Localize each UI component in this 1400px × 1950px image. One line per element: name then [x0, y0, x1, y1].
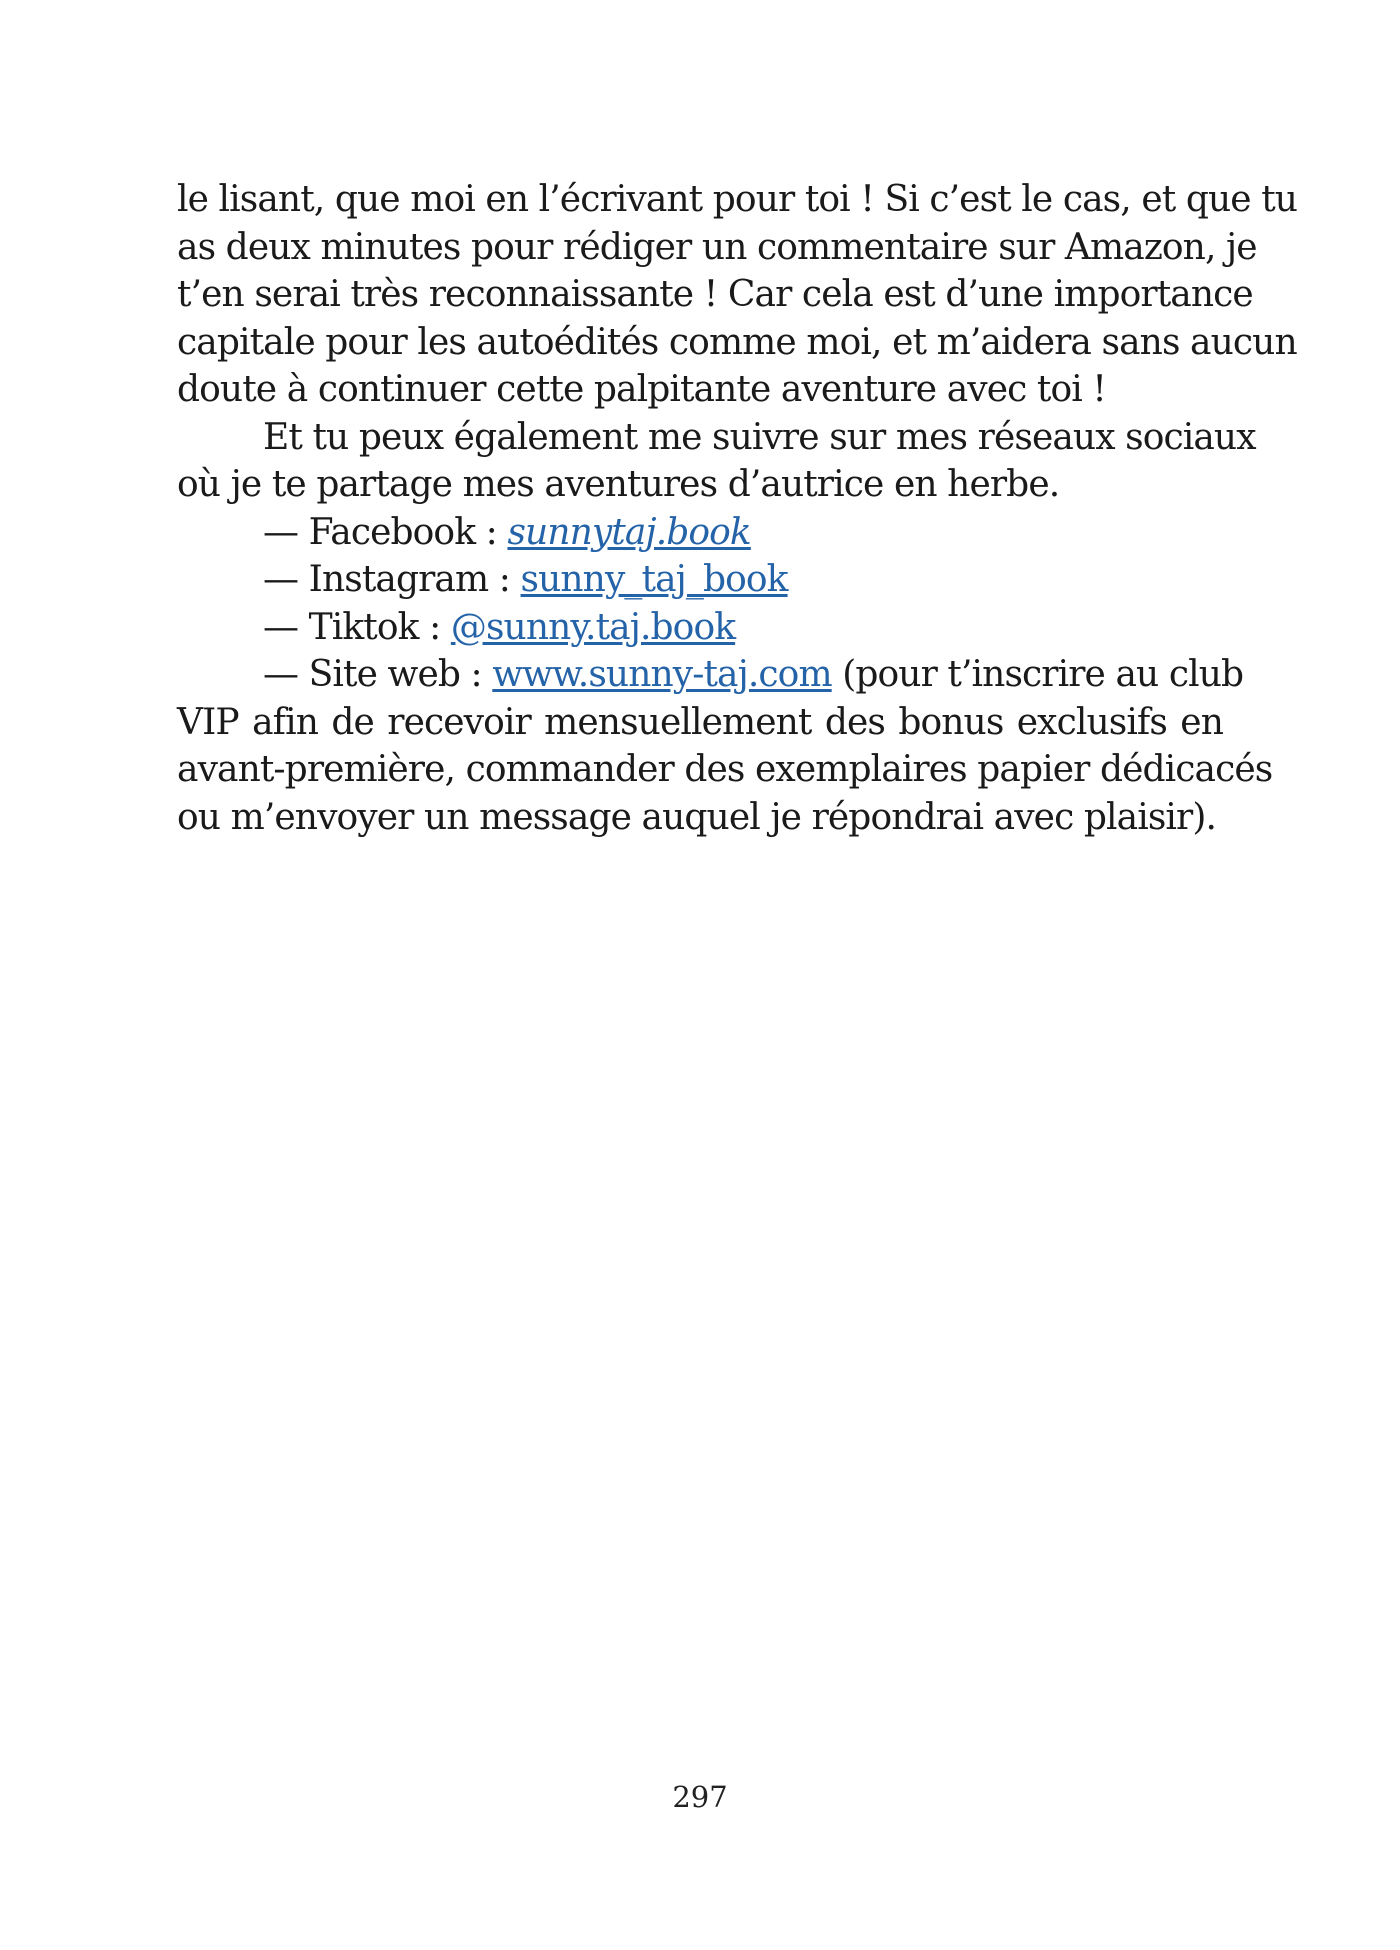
website-item — [177, 651, 1273, 841]
tiktok-item — [177, 604, 1223, 652]
facebook-link[interactable]: sunnytaj.book — [507, 511, 751, 553]
paragraph-review-request — [177, 176, 1298, 414]
text-line: VIP afin de recevoir mensuellement des bonus exclusifs en — [177, 701, 1223, 743]
facebook-label: — Facebook : — [263, 511, 508, 553]
website-suffix: (pour t’inscrire au club — [831, 654, 1244, 695]
text-line: capitale pour les autoédités comme moi, et m’aidera sans aucun — [177, 321, 1297, 363]
text-line: doute à continuer cette palpitante aventure avec toi ! — [177, 369, 1106, 410]
website-link[interactable]: www.sunny-taj.com — [492, 654, 832, 695]
instagram-item — [177, 556, 1223, 604]
text-line: as deux minutes pour rédiger un commentaire sur Amazon, je — [177, 226, 1257, 268]
text-line: où je te partage mes aventures d’autrice en herbe. — [177, 464, 1060, 505]
page-number: 297 — [672, 1780, 728, 1814]
instagram-link[interactable]: sunny_taj_book — [520, 559, 788, 600]
instagram-label: — Instagram : — [263, 559, 521, 600]
text-line — [177, 651, 1244, 699]
tiktok-label: — Tiktok : — [263, 606, 451, 648]
tiktok-link[interactable]: @sunny.taj.book — [450, 606, 736, 648]
body-text — [177, 176, 1298, 841]
text-line: le lisant, que moi en l’écrivant pour toi ! Si c’est le cas, et que tu — [177, 179, 1298, 220]
text-line: avant-première, commander des exemplaires papier dédicacés — [177, 749, 1273, 790]
facebook-item — [177, 509, 1223, 557]
text-line: Et tu peux également me suivre sur mes réseaux sociaux — [263, 416, 1256, 458]
text-line: t’en serai très reconnaissante ! Car cela est d’une importance — [177, 274, 1253, 315]
paragraph-socials-intro — [177, 414, 1256, 509]
text-line: ou m’envoyer un message auquel je répondrai avec plaisir). — [177, 796, 1217, 838]
website-label: — Site web : — [263, 654, 493, 695]
social-links-list — [177, 509, 1273, 842]
